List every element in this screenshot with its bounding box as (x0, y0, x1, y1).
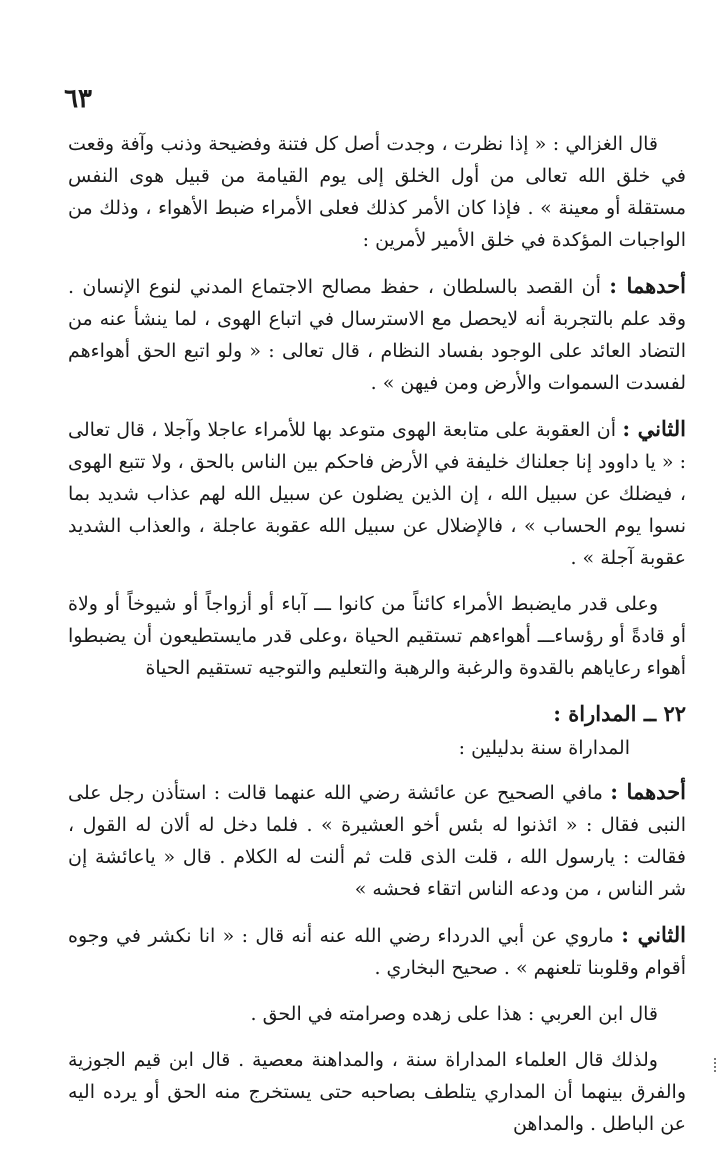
paragraph-second-reason (68, 413, 686, 574)
paragraph-scholars: ولذلك قال العلماء المداراة سنة ، والمداهنة معصية . قال ابن قيم الجوزية والفرق بينهما أن المداري يتلطف بصاحبه حتى يستخرج منه الحق أو يرده اليه عن الباطل . والمداهن (68, 1049, 686, 1135)
paragraph-self-control: وعلى قدر مايضبط الأمراء كائناً من كانوا ـــ آباء أو أزواجاً أو شيوخاً أو ولاة أو قادةً أو رؤساءـــ أهواءهم تستقيم الحياة ،وعلى قدر مايستطيعون أن يضبطوا أهواء رعاياهم بالقدوة والرغبة والرهبة والتعليم والتوجيه تستقيم الحياة (68, 593, 686, 679)
page-number: ٦٣ (64, 84, 92, 114)
paragraph-text: ماروي عن أبي الدرداء رضي الله عنه أنه قال : « انا نكشر في وجوه أقوام وقلوبنا تلعنهم » . صحيح البخاري . (68, 925, 686, 979)
section-subheading: المداراة سنة بدليلين : (458, 737, 630, 759)
paragraph-lead: الثاني : (621, 922, 686, 947)
section-heading: ٢٢ ــ المداراة : (553, 701, 686, 726)
paragraph-lead: أحدهما : (609, 273, 686, 298)
paragraph-ibn-arabi: قال ابن العربي : هذا على زهده وصرامته في الحق . (250, 1003, 658, 1025)
margin-mark (714, 1058, 718, 1072)
paragraph-first-reason (68, 270, 686, 399)
paragraph-second-evidence (68, 919, 686, 984)
paragraph-lead: الثاني : (622, 416, 686, 441)
paragraph-lead: أحدهما : (610, 779, 686, 804)
paragraph-first-evidence (68, 776, 686, 905)
paragraph-text: أن القصد بالسلطان ، حفظ مصالح الاجتماع المدني لنوع الإنسان . وقد علم بالتجربة أنه لايحصل مع الاسترسال في اتباع الهوى ، لما ينشأ عنه من التضاد العائد على الوجود بفساد النظام ، قال تعالى : « ولو اتبع الحق أهواءهم لفسدت السموات والأرض ومن فيهن » . (68, 276, 686, 394)
paragraph-ghazali-quote: قال الغزالي : « إذا نظرت ، وجدت أصل كل فتنة وفضيحة وذنب وآفة وقعت في خلق الله تعالى من أول الخلق إلى يوم القيامة من قبيل هوى النفس مستقلة أو معينة » . فإذا كان الأمر كذلك فعلى الأمراء ضبط الأهواء ، وذلك من الواجبات المؤكدة في خلق الأمير لأمرين : (68, 133, 686, 251)
page-body (68, 128, 686, 1154)
paragraph-text: مافي الصحيح عن عائشة رضي الله عنهما قالت : استأذن رجل على النبى فقال : « ائذنوا له بئس أخو العشيرة » . فلما دخل له ألان له القول ، فقالت : يارسول الله ، قلت الذى قلت ثم ألنت له الكلام . قال « ياعائشة إن شر الناس ، من ودعه الناس اتقاء فحشه » (68, 782, 686, 900)
paragraph-text: أن العقوبة على متابعة الهوى متوعد بها للأمراء عاجلا وآجلا ، قال تعالى : « يا داوود إنا جعلناك خليفة في الأرض فاحكم بين الناس بالحق ، ولا تتبع الهوى ، فيضلك عن سبيل الله ، إن الذين يضلون عن سبيل الله لهم عذاب شديد بما نسوا يوم الحساب » ، فالإضلال عن سبيل الله عقوبة عاجلة ، والعذاب الشديد عقوبة آجلة » . (68, 419, 686, 569)
